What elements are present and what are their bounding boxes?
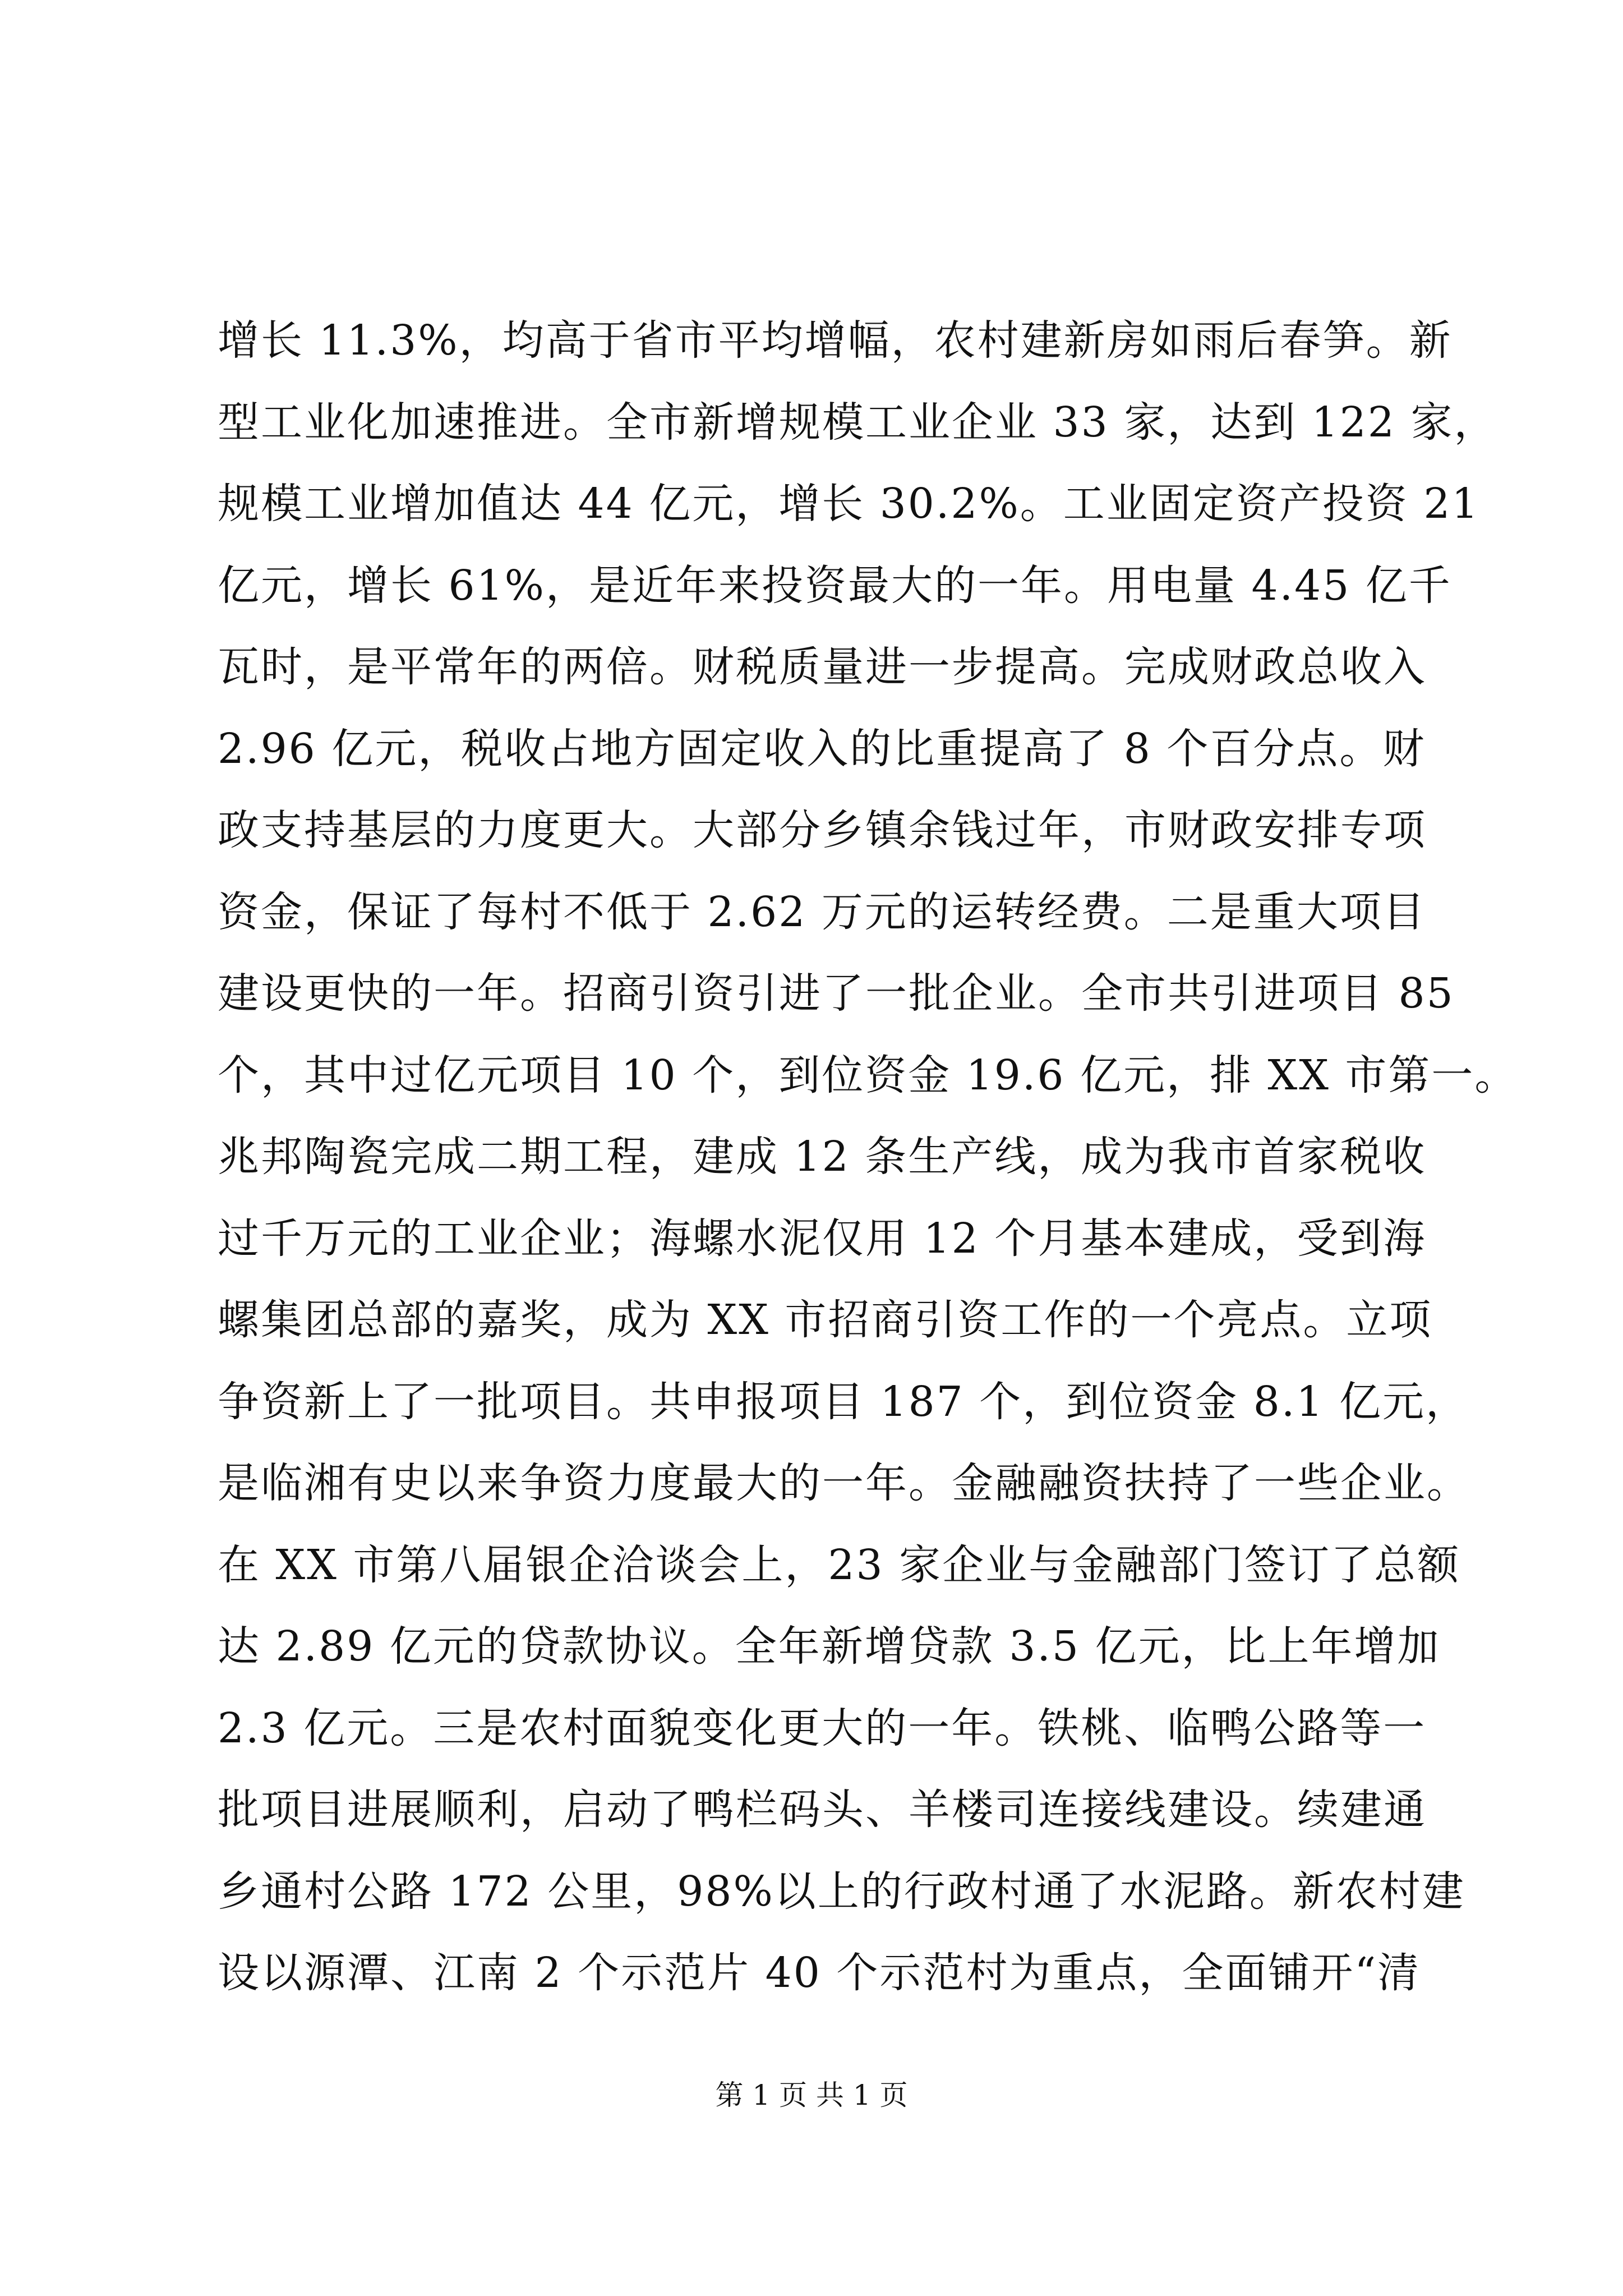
text-line: 设以源潭、江南 2 个示范片 40 个示范村为重点，全面铺开“清 bbox=[218, 1949, 1421, 1997]
text-line: 瓦时，是平常年的两倍。财税质量进一步提高。完成财政总收入 bbox=[218, 643, 1427, 691]
text-line: 资金，保证了每村不低于 2.62 万元的运转经费。二是重大项目 bbox=[218, 887, 1426, 936]
text-line: 个，其中过亿元项目 10 个，到位资金 19.6 亿元，排 XX 市第一。 bbox=[218, 1051, 1518, 1099]
text-line: 亿元，增长 61%，是近年来投资最大的一年。用电量 4.45 亿千 bbox=[218, 561, 1452, 610]
text-line: 在 XX 市第八届银企洽谈会上，23 家企业与金融部门签订了总额 bbox=[218, 1540, 1461, 1589]
text-line: 是临湘有史以来争资力度最大的一年。金融融资扶持了一些企业。 bbox=[218, 1459, 1470, 1507]
page-footer bbox=[0, 2076, 1623, 2115]
text-line: 达 2.89 亿元的贷款协议。全年新增贷款 3.5 亿元，比上年增加 bbox=[218, 1622, 1441, 1671]
text-line: 2.96 亿元，税收占地方固定收入的比重提高了 8 个百分点。财 bbox=[218, 724, 1426, 773]
page-number: 第 1 页 共 1 页 bbox=[715, 2079, 908, 2111]
text-line: 批项目进展顺利，启动了鸭栏码头、羊楼司连接线建设。续建通 bbox=[218, 1786, 1427, 1834]
text-line: 兆邦陶瓷完成二期工程，建成 12 条生产线，成为我市首家税收 bbox=[218, 1133, 1427, 1181]
text-line: 增长 11.3%，均高于省市平均增幅，农村建新房如雨后春笋。新 bbox=[218, 316, 1453, 365]
text-line: 2.3 亿元。三是农村面貌变化更大的一年。铁桃、临鸭公路等一 bbox=[218, 1704, 1427, 1752]
text-line: 型工业化加速推进。全市新增规模工业企业 33 家，达到 122 家， bbox=[218, 398, 1497, 447]
text-line: 政支持基层的力度更大。大部分乡镇余钱过年，市财政安排专项 bbox=[218, 806, 1427, 854]
text-line: 乡通村公路 172 公里，98%以上的行政村通了水泥路。新农村建 bbox=[218, 1867, 1465, 1916]
text-line: 螺集团总部的嘉奖，成为 XX 市招商引资工作的一个亮点。立项 bbox=[218, 1296, 1433, 1344]
body-paragraph bbox=[218, 300, 1518, 2014]
text-line: 建设更快的一年。招商引资引进了一批企业。全市共引进项目 85 bbox=[218, 969, 1455, 1018]
text-line: 规模工业增加值达 44 亿元，增长 30.2%。工业固定资产投资 21 bbox=[218, 480, 1480, 528]
text-line: 争资新上了一批项目。共申报项目 187 个，到位资金 8.1 亿元， bbox=[218, 1377, 1469, 1426]
text-line: 过千万元的工业企业；海螺水泥仅用 12 个月基本建成，受到海 bbox=[218, 1214, 1427, 1263]
